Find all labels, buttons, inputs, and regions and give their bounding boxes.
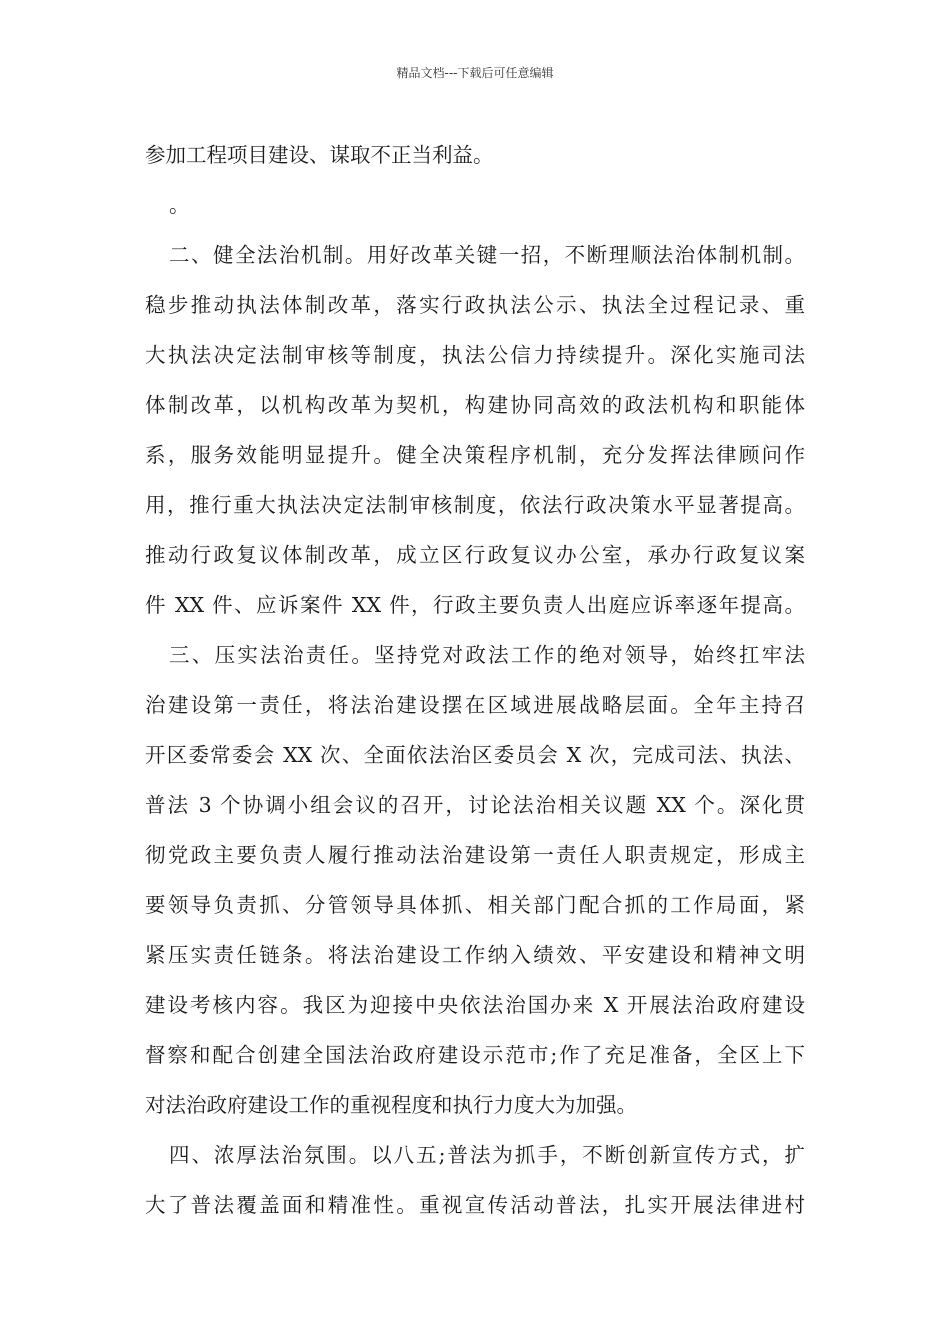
text-line: 系，服务效能明显提升。健全决策程序机制，充分发挥法律顾问作: [145, 443, 805, 467]
text-line: 督察和配合创建全国法治政府建设示范市;作了充足准备，全区上下: [145, 1043, 805, 1067]
text-line: 紧压实责任链条。将法治建设工作纳入绩效、平安建设和精神文明: [145, 943, 805, 967]
text-line: 大执法决定法制审核等制度，执法公信力持续提升。深化实施司法: [145, 343, 805, 367]
text-line: 建设考核内容。我区为迎接中央依法治国办来 X 开展法治政府建设: [145, 993, 805, 1017]
text-line: 用，推行重大执法决定法制审核制度，依法行政决策水平显著提高。: [145, 493, 805, 517]
page-header: 精品文档---下载后可任意编辑: [396, 66, 554, 80]
text-line: 要领导负责抓、分管领导具体抓、相关部门配合抓的工作局面，紧: [145, 893, 805, 917]
paragraph-heading-line: 二、健全法治机制。用好改革关键一招，不断理顺法治体制机制。: [169, 243, 805, 267]
text-line: 稳步推动执法体制改革，落实行政执法公示、执法全过程记录、重: [145, 293, 805, 317]
text-line: 彻党政主要负责人履行推动法治建设第一责任人职责规定，形成主: [145, 843, 805, 867]
text-line: 推动行政复议体制改革，成立区行政复议办公室，承办行政复议案: [145, 543, 805, 567]
text-line: 开区委常委会 XX 次、全面依法治区委员会 X 次，完成司法、执法、: [145, 743, 805, 767]
text-line: 治建设第一责任，将法治建设摆在区域进展战略层面。全年主持召: [145, 693, 805, 717]
text-line: 。: [169, 193, 190, 217]
text-line: 普法 3 个协调小组会议的召开，讨论法治相关议题 XX 个。深化贯: [145, 793, 805, 817]
text-line: 件 XX 件、应诉案件 XX 件，行政主要负责人出庭应诉率逐年提高。: [145, 593, 805, 617]
paragraph-heading-line: 三、压实法治责任。坚持党对政法工作的绝对领导，始终扛牢法: [169, 643, 805, 667]
document-body: [145, 130, 805, 1230]
text-line: 体制改革，以机构改革为契机，构建协同高效的政法机构和职能体: [145, 393, 805, 417]
text-line: 对法治政府建设工作的重视程度和执行力度大为加强。: [145, 1093, 637, 1117]
text-line: 参加工程项目建设、谋取不正当利益。: [145, 143, 494, 167]
text-line: 大了普法覆盖面和精准性。重视宣传活动普法，扎实开展法律进村: [145, 1193, 805, 1217]
paragraph-heading-line: 四、浓厚法治氛围。以八五;普法为抓手，不断创新宣传方式，扩: [169, 1143, 805, 1167]
